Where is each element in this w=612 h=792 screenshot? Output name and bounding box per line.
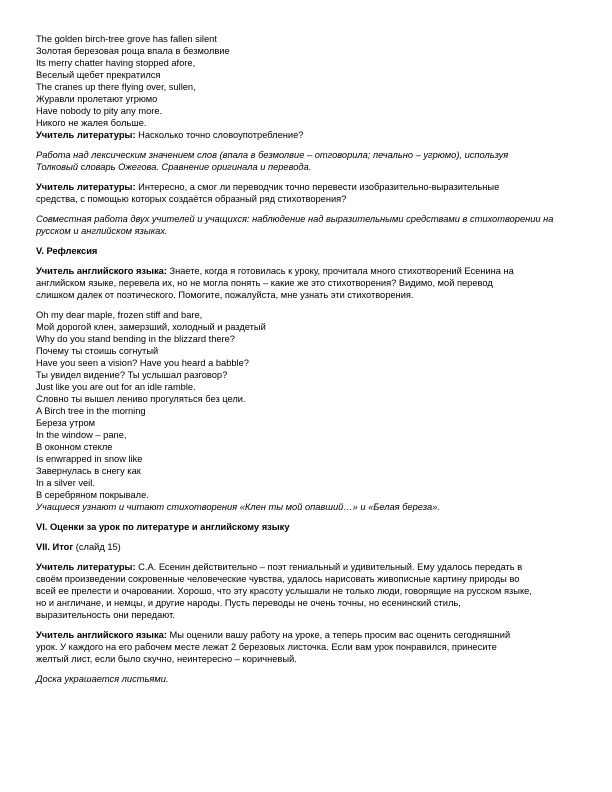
poem-line: Have nobody to pity any more.: [36, 106, 163, 116]
poem-line: Завернулась в снегу как: [36, 466, 141, 476]
speaker-label: Учитель литературы:: [36, 562, 136, 572]
question-word-usage: [36, 129, 584, 141]
speech-text: урок. У каждого на его рабочем месте лежат 2 березовых листочка. Если вам урок понравился, принесите: [36, 642, 497, 652]
speech-text: всей ее прелести и очаровании. Хорошо, что эту красоту услышали не только люди, говорящие на русском языке,: [36, 586, 532, 596]
poem-line: Словно ты вышел лениво прогуляться без цели.: [36, 394, 246, 404]
english-teacher-evaluation: [36, 629, 584, 665]
poem-birch-grove: [36, 33, 584, 129]
note-line: Совместная работа двух учителей и учащихся: наблюдение над выразительными средствами в стихотворении на: [36, 214, 554, 224]
section-title: VII. Итог: [36, 542, 74, 552]
question-translation: [36, 181, 584, 205]
note-lexical-work: [36, 149, 584, 173]
speaker-label: Учитель литературы:: [36, 182, 136, 192]
speaker-label: Учитель литературы:: [36, 130, 136, 140]
section-heading-grades: VI. Оценки за урок по литературе и английскому языку: [36, 522, 290, 532]
poem-line: Золотая березовая роща впала в безмолвие: [36, 46, 230, 56]
poem-line: Береза утром: [36, 418, 96, 428]
poem-line: The cranes up there flying over, sullen,: [36, 82, 196, 92]
poem-line: Журавли пролетают угрюмо: [36, 94, 158, 104]
poem-line: В оконном стекле: [36, 442, 113, 452]
poem-line: Почему ты стоишь согнутый: [36, 346, 159, 356]
poem-line: Никого не жалея больше.: [36, 118, 147, 128]
note-line: русском и английском языках.: [36, 226, 168, 236]
speaker-label: Учитель английского языка:: [36, 266, 167, 276]
poem-line: Is enwrapped in snow like: [36, 454, 143, 464]
poem-line: В серебряном покрывале.: [36, 490, 149, 500]
document-page: [36, 33, 584, 685]
poem-line: Oh my dear maple, frozen stiff and bare,: [36, 310, 203, 320]
note-students-recognize: Учащиеся узнают и читают стихотворения «Клен ты мой опавший…» и «Белая береза».: [36, 502, 440, 512]
speaker-label: Учитель английского языка:: [36, 630, 167, 640]
speech-text: слишком далек от поэтического. Помогите, пожалуйста, мне узнать эти стихотворения.: [36, 290, 414, 300]
poem-line: Мой дорогой клен, замерзший, холодный и раздетый: [36, 322, 266, 332]
note-line: Работа над лексическим значением слов (впала в безмолвие – отговорила; печально – угрюмо), используя: [36, 150, 509, 160]
note-board-decoration: Доска украшается листьями.: [36, 674, 169, 684]
speech-text: английском языке, перевела их, но не могла понять – какие же это стихотворения? Видимо, мой перевод: [36, 278, 493, 288]
question-text: средства, с помощью которых создаётся образный ряд стихотворения?: [36, 194, 347, 204]
poem-line: In a silver veil.: [36, 478, 95, 488]
speech-text: выразительность они передают.: [36, 610, 175, 620]
question-text: Интересно, а смог ли переводчик точно перевести изобразительно-выразительные: [135, 182, 500, 192]
speech-text: Знаете, когда я готовилась к уроку, прочитала много стихотворений Есенина на: [166, 266, 514, 276]
speech-text: желтый лист, если было скучно, неинтересно – коричневый.: [36, 654, 297, 664]
poem-line: A Birch tree in the morning: [36, 406, 146, 416]
poem-line: Веселый щебет прекратился: [36, 70, 161, 80]
question-text: Насколько точно словоупотребление?: [135, 130, 304, 140]
section-heading-reflection: V. Рефлексия: [36, 246, 98, 256]
poem-line: Its merry chatter having stopped afore,: [36, 58, 196, 68]
poem-line: Ты увидел видение? Ты услышал разговор?: [36, 370, 228, 380]
poem-line: The golden birch-tree grove has fallen silent: [36, 34, 217, 44]
speech-text: но и англичане, и немцы, и другие народы. Пусть переводы не очень точны, но есенинский стиль,: [36, 598, 461, 608]
poem-line: Why do you stand bending in the blizzard there?: [36, 334, 235, 344]
english-teacher-intro: [36, 265, 584, 301]
literature-teacher-summary: [36, 561, 584, 621]
poem-maple-birch: [36, 309, 584, 501]
speech-text: Мы оценили вашу работу на уроке, а теперь просим вас оценить сегодняшний: [166, 630, 511, 640]
poem-line: Just like you are out for an idle ramble.: [36, 382, 196, 392]
slide-reference: (слайд 15): [73, 542, 121, 552]
note-line: Толковый словарь Ожегова. Сравнение оригинала и перевода.: [36, 162, 312, 172]
section-heading-summary: [36, 541, 584, 553]
poem-line: Have you seen a vision? Have you heard a babble?: [36, 358, 249, 368]
speech-text: С.А. Есенин действительно – поэт гениальный и удивительный. Ему удалось передать в: [135, 562, 523, 572]
poem-line: In the window – pane,: [36, 430, 127, 440]
speech-text: своём произведении сокровенные человеческие чувства, удалось нарисовать живописные картину природы во: [36, 574, 520, 584]
note-joint-work: [36, 213, 584, 237]
